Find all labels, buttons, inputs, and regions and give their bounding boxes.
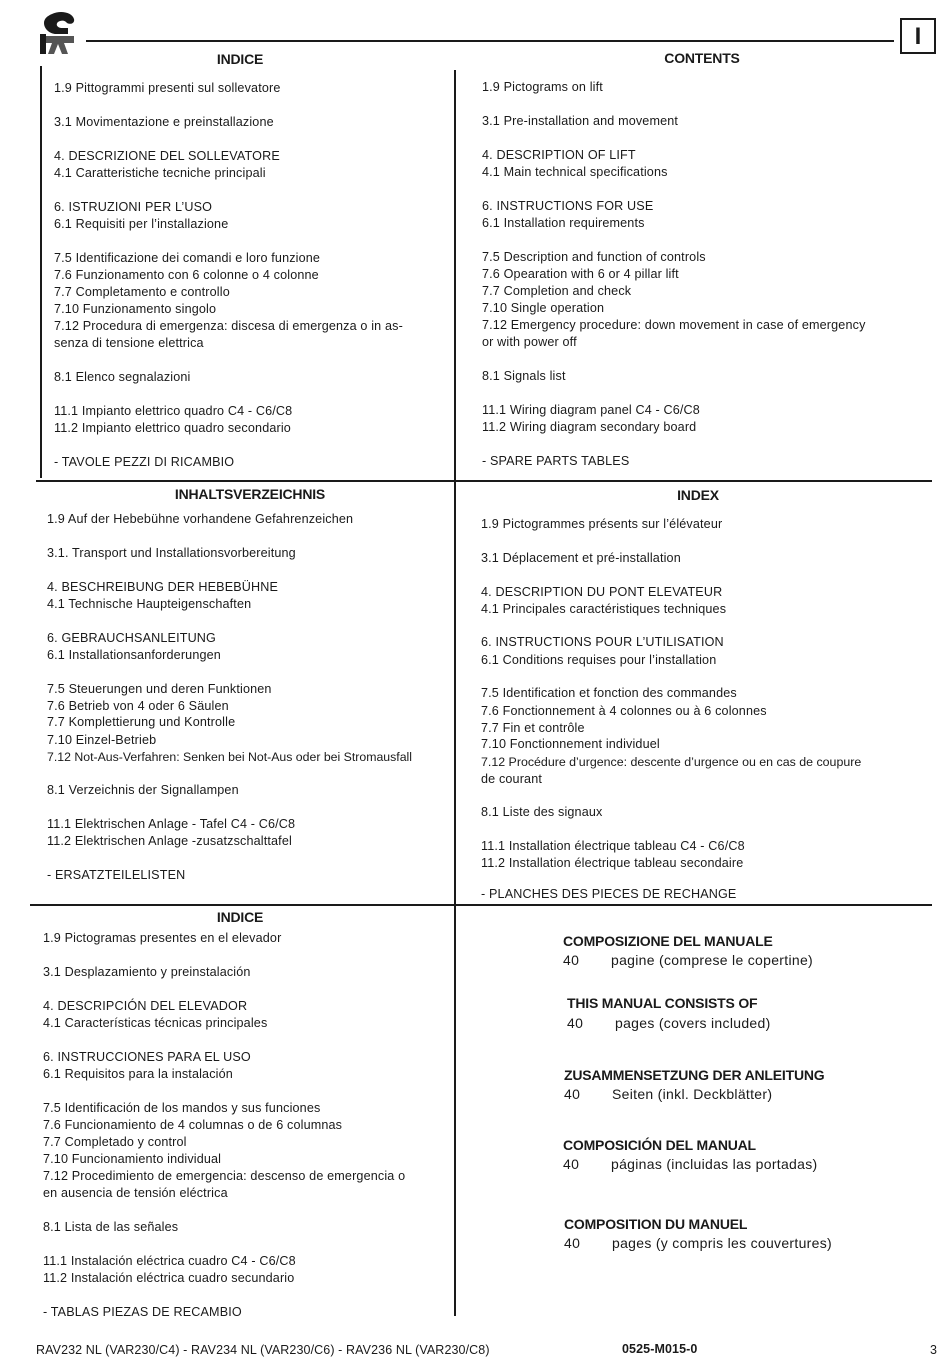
toc-entry: 6. INSTRUCCIONES PARA EL USO	[43, 1050, 251, 1064]
toc-entry: 7.10 Funcionamiento individual	[43, 1152, 222, 1166]
toc-entry: 7.12 Not-Aus-Verfahren: Senken bei Not-Aus oder bei Stromausfall	[47, 750, 413, 764]
toc-entry: 7.7 Completado y control	[43, 1135, 187, 1149]
toc-entry: 8.1 Elenco segnalazioni	[54, 370, 191, 384]
composition-pages	[563, 1156, 818, 1172]
toc-entry: - TABLAS PIEZAS DE RECAMBIO	[43, 1305, 242, 1319]
toc-entry: 7.5 Identificación de los mandos y sus funciones	[43, 1101, 321, 1115]
toc-entry: 4.1 Technische Haupteigenschaften	[47, 597, 252, 611]
toc-entry: 4. DESCRIPTION OF LIFT	[482, 148, 636, 162]
composition-title: COMPOSIZIONE DEL MANUALE	[563, 933, 773, 949]
toc-entry: 7.5 Identificazione dei comandi e loro funzione	[54, 251, 321, 265]
toc-entry: 6.1 Conditions requises pour l’installation	[481, 653, 717, 667]
toc-entry: 4.1 Principales caractéristiques techniques	[481, 602, 727, 616]
toc-entry: 4.1 Características técnicas principales	[43, 1016, 268, 1030]
toc-entry: 4.1 Main technical specifications	[482, 165, 668, 179]
toc-entry: 1.9 Auf der Hebebühne vorhandene Gefahrenzeichen	[47, 512, 354, 526]
toc-entry: 7.12 Procedimiento de emergencia: descenso de emergencia o	[43, 1169, 406, 1183]
section-title-fr: INDEX	[677, 487, 719, 503]
toc-entry: 1.9 Pictograms on lift	[482, 80, 603, 94]
toc-entry: 3.1 Déplacement et pré-installation	[481, 551, 681, 565]
page-count: 40	[563, 952, 580, 968]
header-rule	[86, 40, 894, 42]
brand-logo	[38, 10, 80, 58]
left-column-rule-top	[40, 66, 42, 478]
toc-entry: 6. ISTRUZIONI PER L’USO	[54, 200, 213, 214]
toc-entry: 7.10 Funzionamento singolo	[54, 302, 217, 316]
composition-title: THIS MANUAL CONSISTS OF	[567, 995, 758, 1011]
page-count-label: pages (covers included)	[615, 1015, 771, 1031]
toc-entry: 3.1 Pre-installation and movement	[482, 114, 679, 128]
toc-entry: 7.10 Fonctionnement individuel	[481, 737, 660, 751]
toc-entry: 4.1 Caratteristiche tecniche principali	[54, 166, 266, 180]
page-count: 40	[563, 1156, 580, 1172]
toc-entry: - SPARE PARTS TABLES	[482, 454, 630, 468]
toc-entry: 4. BESCHREIBUNG DER HEBEBÜHNE	[47, 580, 279, 594]
page-count-label: pages (y compris les couvertures)	[612, 1235, 832, 1251]
toc-entry: 7.7 Completion and check	[482, 284, 632, 298]
toc-entry: 11.1 Elektrischen Anlage - Tafel C4 - C6/C8	[47, 817, 296, 831]
page-count: 40	[564, 1086, 581, 1102]
toc-entry: 8.1 Verzeichnis der Signallampen	[47, 783, 239, 797]
section-divider-2	[30, 904, 932, 906]
toc-entry: en ausencia de tensión eléctrica	[43, 1186, 228, 1200]
center-divider	[454, 70, 456, 1316]
toc-entry: 1.9 Pictogramas presentes en el elevador	[43, 931, 282, 945]
toc-entry: 11.2 Impianto elettrico quadro secondario	[54, 421, 291, 435]
composition-pages	[564, 1086, 772, 1102]
toc-entry: 7.12 Procédure d’urgence: descente d’urgence ou en cas de coupure	[481, 755, 862, 769]
toc-entry: senza di tensione elettrica	[54, 336, 204, 350]
toc-entry: 6.1 Installationsanforderungen	[47, 648, 221, 662]
toc-entry: 11.2 Wiring diagram secondary board	[482, 420, 697, 434]
footer-document-code: 0525-M015-0	[622, 1342, 698, 1356]
page-count: 40	[564, 1235, 581, 1251]
toc-entry: 11.2 Elektrischen Anlage -zusatzschalttafel	[47, 834, 292, 848]
toc-entry: 7.10 Einzel-Betrieb	[47, 733, 157, 747]
toc-entry: 7.5 Description and function of controls	[482, 250, 706, 264]
toc-entry: 7.6 Funcionamiento de 4 columnas o de 6 columnas	[43, 1118, 343, 1132]
page-number: 3	[930, 1343, 938, 1357]
toc-entry: 7.7 Completamento e controllo	[54, 285, 230, 299]
toc-entry: 1.9 Pictogrammes présents sur l’élévateur	[481, 517, 723, 531]
toc-entry: - TAVOLE PEZZI DI RICAMBIO	[54, 455, 235, 469]
toc-entry: 8.1 Signals list	[482, 369, 566, 383]
toc-entry: 7.6 Fonctionnement à 4 colonnes ou à 6 colonnes	[481, 704, 767, 718]
toc-entry: de courant	[481, 772, 543, 786]
toc-entry: 7.6 Betrieb von 4 oder 6 Säulen	[47, 699, 229, 713]
toc-entry: 4. DESCRIPCIÓN DEL ELEVADOR	[43, 999, 248, 1013]
toc-entry: 7.12 Emergency procedure: down movement in case of emergency	[482, 318, 866, 332]
section-title-de: INHALTSVERZEICHNIS	[174, 486, 326, 502]
page-count-label: pagine (comprese le copertine)	[611, 952, 813, 968]
toc-entry: 6.1 Requisitos para la instalación	[43, 1067, 233, 1081]
toc-entry: or with power off	[482, 335, 577, 349]
toc-entry: 7.6 Opearation with 6 or 4 pillar lift	[482, 267, 679, 281]
toc-entry: - PLANCHES DES PIECES DE RECHANGE	[481, 887, 737, 901]
section-title-it: INDICE	[216, 51, 264, 67]
toc-entry: 11.1 Installation électrique tableau C4 - C6/C8	[481, 839, 745, 853]
section-title-en: CONTENTS	[664, 50, 740, 66]
toc-entry: 8.1 Liste des signaux	[481, 805, 603, 819]
toc-entry: 7.7 Fin et contrôle	[481, 721, 585, 735]
toc-entry: 11.1 Wiring diagram panel C4 - C6/C8	[482, 403, 700, 417]
composition-title: COMPOSITION DU MANUEL	[564, 1216, 748, 1232]
toc-entry: 7.5 Steuerungen und deren Funktionen	[47, 682, 272, 696]
section-title-es: INDICE	[216, 909, 264, 925]
toc-entry: 6. GEBRAUCHSANLEITUNG	[47, 631, 217, 645]
language-code-badge: I	[900, 18, 936, 54]
toc-entry: 8.1 Lista de las señales	[43, 1220, 179, 1234]
composition-pages	[564, 1235, 832, 1251]
toc-entry: 6. INSTRUCTIONS FOR USE	[482, 199, 654, 213]
toc-entry: 1.9 Pittogrammi presenti sul sollevatore	[54, 81, 281, 95]
toc-entry: 7.10 Single operation	[482, 301, 605, 315]
toc-entry: 3.1 Movimentazione e preinstallazione	[54, 115, 274, 129]
composition-title: COMPOSICIÓN DEL MANUAL	[563, 1137, 756, 1153]
toc-entry: 7.7 Komplettierung und Kontrolle	[47, 715, 236, 729]
toc-entry: - ERSATZTEILELISTEN	[47, 868, 186, 882]
toc-entry: 7.12 Procedura di emergenza: discesa di emergenza o in as-	[54, 319, 403, 333]
toc-entry: 7.5 Identification et fonction des commandes	[481, 686, 737, 700]
composition-title: ZUSAMMENSETZUNG DER ANLEITUNG	[564, 1067, 825, 1083]
page-count-label: Seiten (inkl. Deckblätter)	[612, 1086, 773, 1102]
footer-models: RAV232 NL (VAR230/C4) - RAV234 NL (VAR230/C6) - RAV236 NL (VAR230/C8)	[36, 1343, 490, 1357]
toc-entry: 7.6 Funzionamento con 6 colonne o 4 colonne	[54, 268, 319, 282]
toc-entry: 3.1. Transport und Installationsvorbereitung	[47, 546, 296, 560]
toc-entry: 3.1 Desplazamiento y preinstalación	[43, 965, 251, 979]
toc-entry: 11.1 Instalación eléctrica cuadro C4 - C6/C8	[43, 1254, 296, 1268]
composition-pages	[567, 1015, 771, 1031]
page-count: 40	[567, 1015, 584, 1031]
toc-entry: 6.1 Installation requirements	[482, 216, 645, 230]
toc-entry: 4. DESCRIZIONE DEL SOLLEVATORE	[54, 149, 280, 163]
toc-entry: 11.2 Instalación eléctrica cuadro secundario	[43, 1271, 295, 1285]
toc-entry: 11.1 Impianto elettrico quadro C4 - C6/C8	[54, 404, 293, 418]
toc-entry: 4. DESCRIPTION DU PONT ELEVATEUR	[481, 585, 723, 599]
toc-entry: 6. INSTRUCTIONS POUR L’UTILISATION	[481, 635, 724, 649]
section-divider-1	[36, 480, 932, 482]
toc-entry: 11.2 Installation électrique tableau secondaire	[481, 856, 744, 870]
toc-entry: 6.1 Requisiti per l’installazione	[54, 217, 229, 231]
page-count-label: páginas (incluidas las portadas)	[611, 1156, 818, 1172]
composition-pages	[563, 952, 813, 968]
